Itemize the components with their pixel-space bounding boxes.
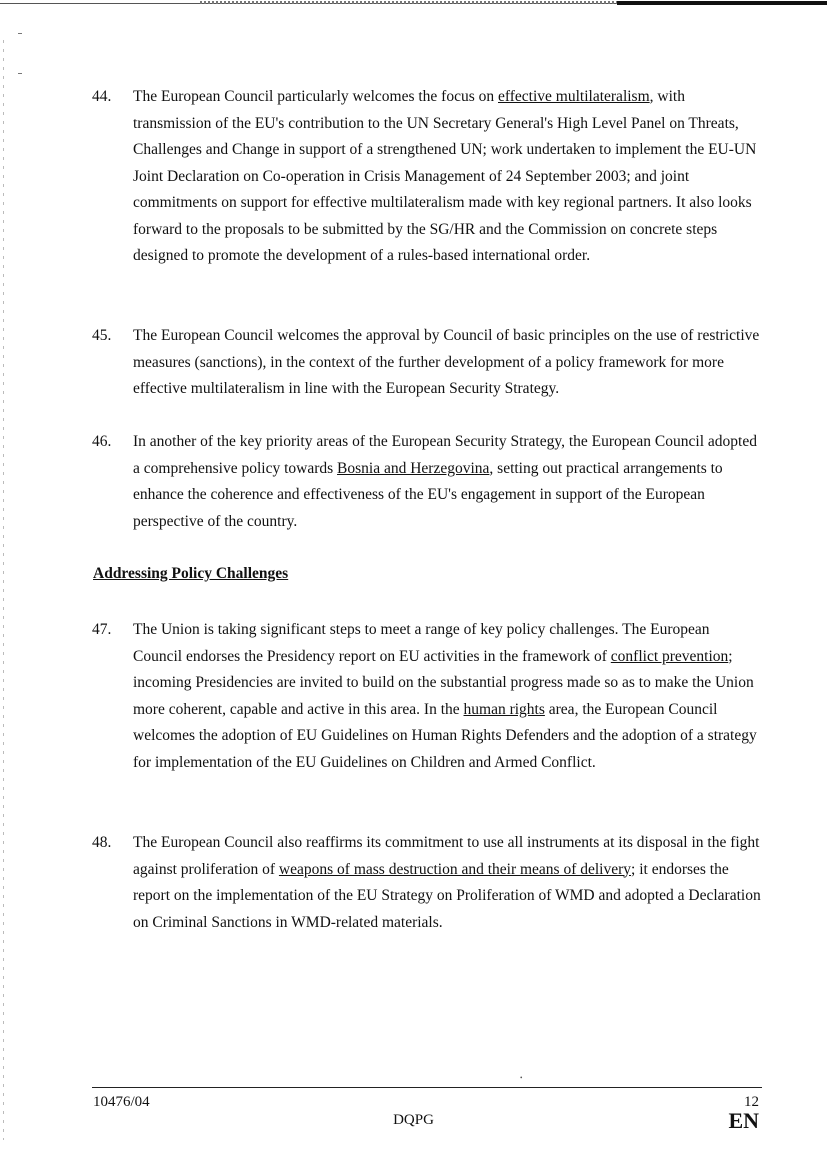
section-heading: Addressing Policy Challenges [93,565,289,582]
paragraph-text: The European Council welcomes the approval by Council of basic principles on the use of restrictive measures (sanctions), in the context of the further development of a policy framework for more effective multilateralism in line with the European Security Strategy. [133,327,760,397]
language-code: EN [728,1108,759,1133]
left-scan-edge [3,40,4,1140]
top-border-dotted [200,1,620,4]
margin-tick [18,33,22,34]
paragraph-number: 46. [92,433,112,450]
paragraph-48 [92,830,762,936]
paragraph-number: 45. [92,327,112,344]
paragraph-44 [92,84,762,270]
paragraph-text: The European Council also reaffirms its commitment to use all instruments at its disposal in the fight against proliferation of weapons of mass destruction and their means of delivery; it endorses the report on the implementation of the EU Strategy on Proliferation of WMD and adopted a Declaration on Criminal Sanctions in WMD-related materials. [133,834,761,931]
footer-rule [92,1087,762,1088]
paragraph-46 [92,429,762,535]
paragraph-text: In another of the key priority areas of the European Security Strategy, the European Council adopted a comprehensive policy towards Bosnia and Herzegovina, setting out practical arrangements to enhance the coherence and effectiveness of the EU's engagement in support of the European perspective of the country. [133,433,757,530]
paragraph-45 [92,323,762,403]
page-number: 12 [744,1094,759,1110]
underlined-term: human rights [463,700,545,718]
paragraph-text: The European Council particularly welcomes the focus on effective multilateralism, with transmission of the EU's contribution to the UN Secretary General's High Level Panel on Threats, Challenges and Change in support of a strengthened UN; work undertaken to implement the EU-UN Joint Declaration on Co-operation in Crisis Management of 24 September 2003; and joint commitments on support for effective multilateralism made with key regional partners. It also looks forward to the proposals to be submitted by the SG/HR and the Commission on concrete steps designed to promote the development of a rules-based international order. [133,88,757,264]
paragraph-text: The Union is taking significant steps to meet a range of key policy challenges. The European Council endorses the Presidency report on EU activities in the framework of conflict prevention; incoming Presidencies are invited to build on the substantial progress made so as to make the Union more coherent, capable and active in this area. In the human rights area, the European Council welcomes the adoption of EU Guidelines on Human Rights Defenders and the adoption of a strategy for implementation of the EU Guidelines on Children and Armed Conflict. [133,621,757,771]
paragraph-number: 47. [92,621,112,638]
top-border [0,0,827,6]
top-border-thick [617,1,827,5]
underlined-term: weapons of mass destruction and their means of delivery [278,860,632,878]
department-code: DQPG [393,1112,434,1128]
paragraph-47 [92,617,762,776]
paragraph-number: 48. [92,834,112,851]
paragraph-number: 44. [92,88,112,105]
scan-speck: • [520,1074,523,1082]
underlined-term: effective multilateralism [498,88,650,105]
underlined-term: conflict prevention [610,647,729,665]
underlined-term: Bosnia and Herzegovina [337,459,490,477]
margin-tick [18,73,22,74]
document-code: 10476/04 [93,1094,150,1110]
